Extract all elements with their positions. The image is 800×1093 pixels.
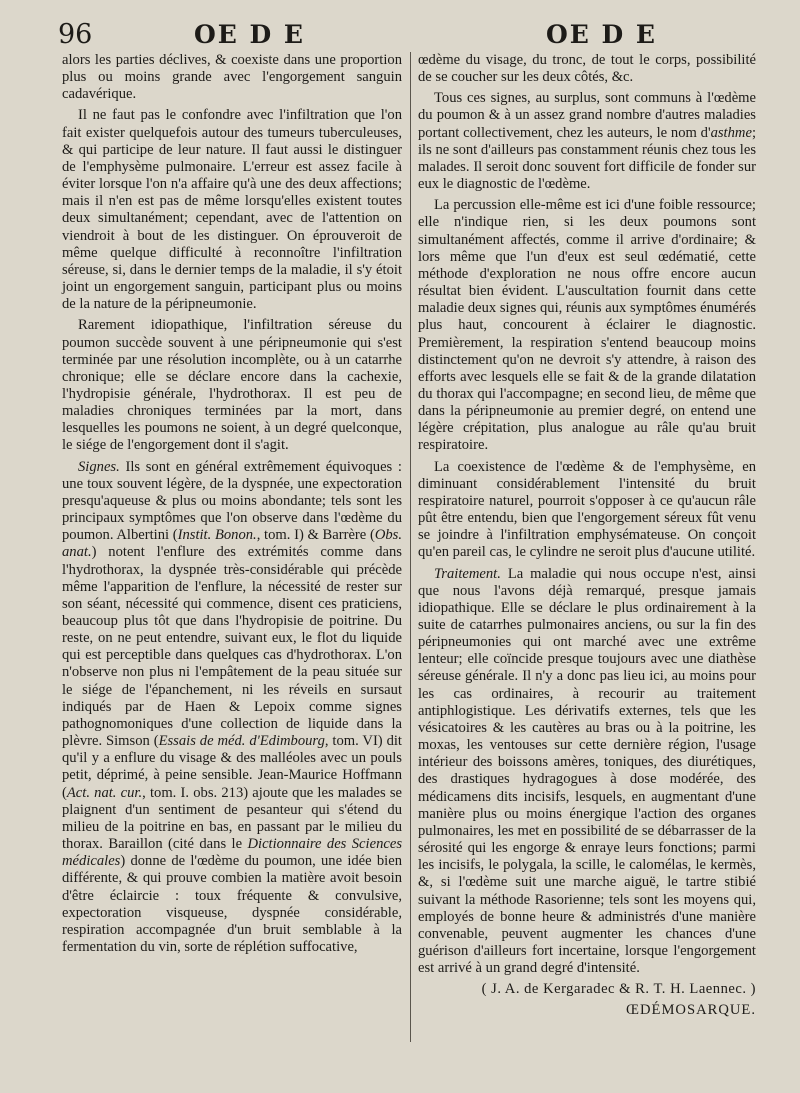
citation: asthme [710, 124, 752, 141]
author-signature: ( J. A. de Kergaradec & R. T. H. Laennec. ) [481, 981, 756, 998]
running-head-left: OE D E [194, 20, 305, 49]
text-run: , tom. I) & Barrère ( [256, 527, 375, 544]
running-head-right: OE D E [546, 20, 657, 49]
paragraph: La percussion elle-même est ici d'une foible ressource; elle n'indique rien, si les deux poumons sont simultanément affectés, comme il arrive d'ordinaire; & lors même que l'un d'eux est seul œdématié, cette méthode d'exploration ne nous offre encore aucun résultat bien évident. L'auscultation fournit dans cette maladie deux signes qui, réunis aux symptômes énumérés plus haut, concourent à éclairer le diagnostic. Premièrement, la respiration s'entend beaucoup moins distinctement qu'on ne devroit s'y attendre, à raison des efforts avec lesquels elle se fait & de la grande dilatation du thorax qui l'accompagne; en second lieu, de même que dans la péripneumonie au premier degré, on entend une légère crépitation, plus analogue au râle qu'au bruit respiratoire. [418, 197, 757, 454]
page-header [58, 18, 750, 52]
column-divider [410, 52, 411, 1042]
paragraph: Il ne faut pas le confondre avec l'infiltration que l'on fait exister quelquefois autour des tumeurs tuberculeuses, & qui participe de leur nature. Il faut aussi le distinguer de l'emphysème pulmonaire. L'erreur est assez facile à éviter lorsque l'on n'a affaire qu'à une des deux affections; mais il n'en est pas de même lorsqu'elles existent toutes deux simultanément; cependant, avec de l'attention on viendroit à bout de les distinguer. On éprouveroit de même quelque difficulté à reconnoître l'infiltration séreuse, si, dans le dernier temps de la maladie, il s'y étoit joint un engorgement sanguin, participant plus ou moins de la nature de la péripneumonie. [62, 107, 402, 313]
text-run: La maladie qui nous occupe n'est, ainsi que nous l'avons déjà remarqué, presque jamais idiopathique. Elle se déclare le plus ordinairement à la suite de catarrhes pulmonaires anciens, ou sur la fin des péripneumonies qui ont marché avec une extrême lenteur; elle coïncide presque toujours avec une diathèse séreuse générale. Il n'y a donc pas lieu ici, au moins pour les cas ordinaires, à recourir au traitement antiphlogistique. Les dérivatifs externes, tels que les vésicatoires & les cautères au bras ou à la poitrine, les moxas, les ventouses sur cette dernière région, l'usage intérieur des boissons amères, toniques, des diurétiques, des drastiques hydragogues à dose modérée, des médicamens dits incisifs, lesquels, en augmentant d'une manière plus ou moins énergique l'action des organes pulmonaires, les met en possibilité de se débarrasser de la sérosité qui les engorge & enraye leurs fonctions; parmi les incisifs, le polygala, la scille, le calomélas, le kermès, &, si l'œdème suit une marche aiguë, le tartre stibié suivant la méthode Rasorienne; tels sont les moyens qui, employés de bonne heure & administrés d'une manière convenable, peuvent augmenter les chances d'une guérison d'ailleurs fort incertaine, lorsque l'engorgement est arrivé à un grand degré d'intensité. [418, 565, 756, 977]
paragraph-traitement [418, 566, 756, 978]
text-run: , tom. VI) dit qu'il y a enflure du visage & des malléoles avec un pouls petit, déprimé, à peine sensible. Jean-Maurice Hoffmann ( [62, 733, 402, 801]
paragraph: œdème du visage, du tronc, de tout le corps, possibilité de se coucher sur les deux côtés, &c. [418, 52, 756, 86]
text-run: ) notent l'enflure des extrémités comme dans l'hydrothorax, la dyspnée très-considérable qui précède même l'apparition de l'enflure, la nécessité de rester sur son séant, nécessité qui commence, disent ces praticiens, beaucoup plus tôt que dans l'hydropisie de poitrine. Du reste, on ne peut entendre, suivant eux, le flot du liquide qui est perceptible dans quelques cas d'hydrothorax. L'on n'observe non plus ni l'empâtement de la peau située sur le siége de l'épanchement, ni les réveils en sursaut indiqués par de Haen & Lepoix comme signes pathognomoniques d'une collection de liquide dans la plèvre. Simson ( [62, 544, 402, 750]
paragraph [418, 90, 756, 193]
section-label-traitement: Traitement. [434, 565, 501, 582]
text-run: ; ils ne sont d'ailleurs pas constamment réunis chez tous les malades. Il seroit donc souvent fort difficile de fonder sur eux le diagnostic de l'œdème. [418, 124, 756, 193]
catchword: ŒDÉMOSARQUE. [626, 1002, 756, 1019]
citation: Act. nat. cur. [66, 784, 143, 801]
text-run: Ils sont en général extrêmement équivoques : une toux souvent légère, de la dyspnée, une expectoration presqu'aqueuse & plus ou moins abondante; tels sont les principaux symptômes que l'on observe dans l'œdème du poumon. Albertini ( [62, 458, 402, 544]
text-run: ) donne de l'œdème du poumon, une idée bien différente, & qui prouve combien la matière avoit besoin d'être éclaircie : toux fréquente & convulsive, expectoration visqueuse, dyspnée considérable, respiration accompagnée d'un bruit semblable à la fermentation du vin, sorte de réplétion suffocative, [62, 853, 402, 955]
left-column [62, 52, 402, 956]
paragraph: alors les parties déclives, & coexiste dans une proportion plus ou moins grande avec l'engorgement sanguin cadavérique. [62, 52, 402, 103]
paragraph: La coexistence de l'œdème & de l'emphysème, en diminuant considérablement l'intensité du bruit respiratoire naturel, pourroit s'opposer à ce qu'aucun râle pût être entendu, bien que l'engorgement séreux fût venu se joindre à l'infiltration emphysémateuse. On conçoit qu'en pareil cas, le cylindre ne seroit plus d'aucune utilité. [418, 458, 756, 561]
right-column [418, 52, 756, 1020]
text-run: Tous ces signes, au surplus, sont communs à l'œdème du poumon & à un assez grand nombre d'autres maladies portant collectivement, chez les auteurs, le nom d' [418, 90, 756, 141]
citation: Instit. Bonon. [177, 527, 257, 544]
citation: Essais de méd. d'Edimbourg [158, 733, 325, 750]
text-run: , tom. I. obs. 213) ajoute que les malades se plaignent d'un sentiment de pesanteur qui s'étend du milieu de la poitrine en bas, en passant par le milieu du thorax. Baraillon (cité dans le [62, 784, 402, 853]
citation: Dictionnaire des Sciences médicales [62, 836, 403, 870]
paragraph: Rarement idiopathique, l'infiltration séreuse du poumon succède souvent à une péripneumonie qui s'est terminée par une résolution incomplète, ou à un catarrhe chronique; elle se déclare encore dans la cachexie, l'hydropisie générale, l'hydrothorax. Il est peu de maladies chroniques terminées par la mort, dans lesquelles les poumons ne soient, à un degré quelconque, le siége de l'engorgement dont il s'agit. [62, 317, 402, 454]
page-number: 96 [58, 19, 93, 50]
paragraph-signes [62, 459, 402, 957]
citation: Obs. anat. [62, 527, 402, 561]
section-label-signes: Signes. [78, 458, 120, 475]
